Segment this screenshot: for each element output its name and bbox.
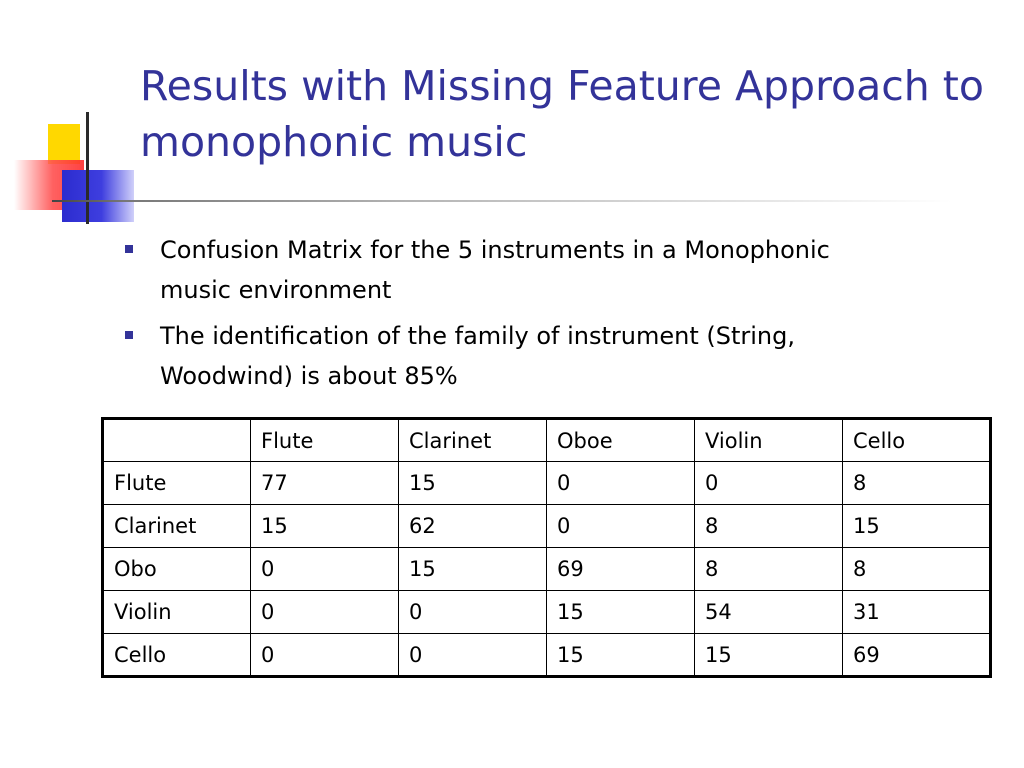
table-row — [103, 462, 991, 505]
table-cell: 54 — [695, 591, 843, 634]
table-header-row — [103, 419, 991, 462]
table-cell: 15 — [843, 505, 991, 548]
table-cell: 0 — [399, 634, 547, 677]
table-cell: 15 — [695, 634, 843, 677]
table-row — [103, 634, 991, 677]
square-bullet-icon — [125, 245, 133, 253]
table-cell: 8 — [843, 548, 991, 591]
table-cell: 0 — [399, 591, 547, 634]
row-label-cell: Flute — [103, 462, 251, 505]
bullet-item — [122, 230, 842, 310]
table-cell: 15 — [547, 591, 695, 634]
title-underline-rule — [52, 200, 952, 202]
bullet-text: The identification of the family of instrument (String, Woodwind) is about 85% — [160, 322, 795, 390]
table-cell: 8 — [695, 548, 843, 591]
table-cell: 0 — [251, 634, 399, 677]
slide-title: Results with Missing Feature Approach to monophonic music — [140, 62, 984, 166]
table-cell: 8 — [695, 505, 843, 548]
table-cell: 0 — [251, 591, 399, 634]
table-row — [103, 505, 991, 548]
header-cell: Cello — [843, 419, 991, 462]
row-label-cell: Obo — [103, 548, 251, 591]
table-cell: 8 — [843, 462, 991, 505]
confusion-matrix-table — [101, 417, 992, 678]
row-label-cell: Cello — [103, 634, 251, 677]
square-bullet-icon — [125, 331, 133, 339]
vertical-rule — [86, 112, 89, 224]
table-cell: 0 — [695, 462, 843, 505]
table-cell: 62 — [399, 505, 547, 548]
table-cell: 69 — [843, 634, 991, 677]
table-cell: 15 — [399, 548, 547, 591]
header-cell — [103, 419, 251, 462]
bullet-list — [122, 230, 842, 402]
table-cell: 0 — [547, 505, 695, 548]
yellow-square-decoration — [48, 124, 80, 164]
table-cell: 0 — [547, 462, 695, 505]
blue-square-decoration — [62, 170, 134, 222]
table-cell: 15 — [251, 505, 399, 548]
bullet-text: Confusion Matrix for the 5 instruments in a Monophonic music environment — [160, 236, 830, 304]
header-cell: Clarinet — [399, 419, 547, 462]
table-row — [103, 548, 991, 591]
table-cell: 31 — [843, 591, 991, 634]
header-cell: Violin — [695, 419, 843, 462]
table-cell: 77 — [251, 462, 399, 505]
header-cell: Oboe — [547, 419, 695, 462]
table-cell: 0 — [251, 548, 399, 591]
bullet-item — [122, 316, 842, 396]
table-cell: 69 — [547, 548, 695, 591]
table-cell: 15 — [399, 462, 547, 505]
table-cell: 15 — [547, 634, 695, 677]
row-label-cell: Violin — [103, 591, 251, 634]
header-cell: Flute — [251, 419, 399, 462]
row-label-cell: Clarinet — [103, 505, 251, 548]
table-row — [103, 591, 991, 634]
decorative-corner-graphic — [0, 0, 140, 240]
